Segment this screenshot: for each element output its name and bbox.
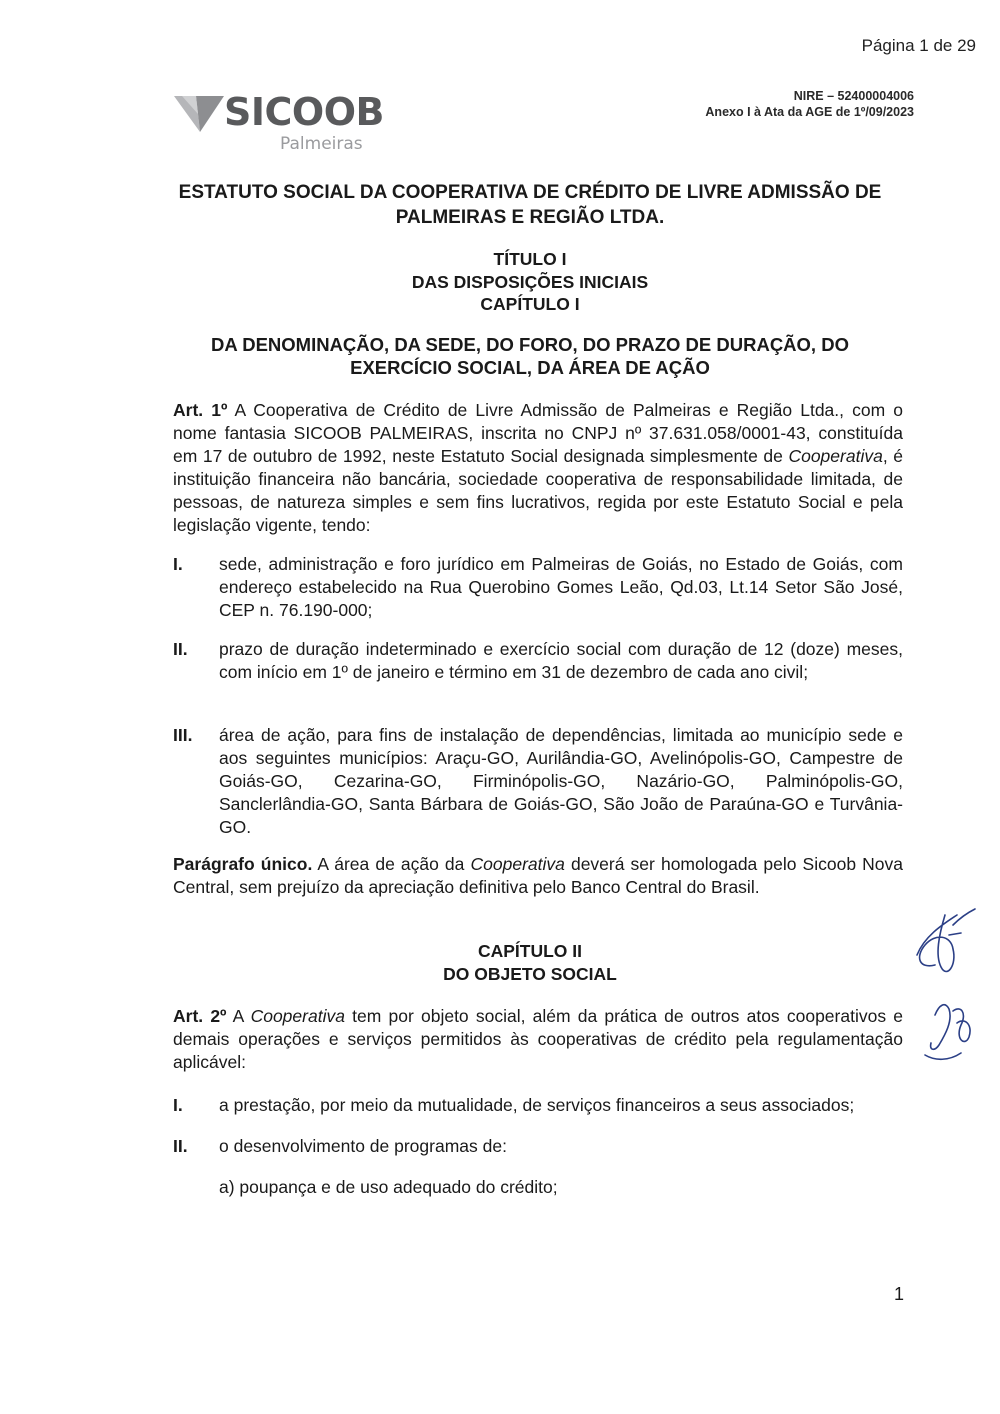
article-2-text-italic: Cooperativa [250,1006,345,1026]
item-text: área de ação, para fins de instalação de dependências, limitada ao município sede e aos seguintes municípios: Araçu-GO, Aurilândia-GO, Avelinópolis-GO, Campestre de Goiás-GO, Cezarina-GO, Firminópolis-GO, Nazário-GO, Palminópolis-GO, Sanclerlândia-GO, Santa Bárbara de Goiás-GO, São João de Paraúna-GO e Turvânia-GO. [219,725,903,837]
article-2-text-b: tem por objeto social, além da prática de outros atos cooperativos e demais operações e serviços permitidos às cooperativas de crédito pela regulamentação aplicável: [173,1006,904,1072]
registration-info [705,88,914,120]
article-2-label: Art. 2º [173,1006,227,1026]
titulo-name: DAS DISPOSIÇÕES INICIAIS [411,271,649,292]
titulo-label: TÍTULO I [493,249,567,269]
article-2-subitem-a: a) poupança e de uso adequado do crédito; [219,1177,558,1197]
article-1-label: Art. 1º [173,400,228,420]
capitulo-2-name: DO OBJETO SOCIAL [443,964,617,984]
item-marker: I. [173,1095,183,1115]
article-1-text-a: A Cooperativa de Crédito de Livre Admissão de Palmeiras e Região Ltda., com o nome fantasia SICOOB PALMEIRAS, inscrita no CNPJ nº 37.631.058/0001-43, constituída em 17 de outubro de 1992, neste Estatuto Social designada simplesmente de [173,400,903,466]
document-title [150,180,910,230]
nire-number: NIRE – 52400004006 [793,89,914,103]
article-1-text-italic: Cooperativa [788,446,883,466]
sicoob-logo [172,90,382,156]
annex-reference: Anexo I à Ata da AGE de 1º/09/2023 [705,105,914,119]
article-1 [173,399,903,537]
chapter-2-heading [150,940,910,986]
paragrafo-unico [173,853,903,899]
paragrafo-unico-text-b: deverá ser homologada pelo Sicoob Nova Central, sem prejuízo da apreciação definitiva pelo Banco Central do Brasil. [173,854,903,897]
item-text: a prestação, por meio da mutualidade, de serviços financeiros a seus associados; [219,1095,855,1115]
chapter-1-name-line-1: DA DENOMINAÇÃO, DA SEDE, DO FORO, DO PRAZO DE DURAÇÃO, DO [211,334,849,355]
paragrafo-unico-label: Parágrafo único. [173,854,313,874]
chapter-1-heading [150,333,910,379]
item-marker: II. [173,1136,188,1156]
article-2 [173,1005,903,1074]
document-title-line-1: ESTATUTO SOCIAL DA COOPERATIVA DE CRÉDITO DE LIVRE ADMISSÃO DE [178,182,882,203]
item-marker: I. [173,554,183,574]
document-title-line-2: PALMEIRAS E REGIÃO LTDA. [395,207,665,228]
sicoob-logo-mark-icon [172,92,226,136]
article-1-text-b: , é instituição financeira não bancária, sociedade cooperativa de responsabilidade limitada, de pessoas, de natureza simples e sem fins lucrativos, regida por este Estatuto Social e pela legislação vigente, tendo: [173,446,903,535]
capitulo-2-label: CAPÍTULO II [477,941,583,961]
logo-subtitle: Palmeiras [280,134,363,154]
item-marker: II. [173,639,188,659]
capitulo-1-label: CAPÍTULO I [480,294,580,314]
article-2-text-a: A [226,1006,251,1026]
page-counter: Página 1 de 29 [861,36,976,55]
item-text: o desenvolvimento de programas de: [219,1136,507,1156]
item-text: prazo de duração indeterminado e exercício social com duração de 12 (doze) meses, com início em 1º de janeiro e término em 31 de dezembro de cada ano civil; [219,639,903,682]
logo-brand: SICOOB [224,90,384,134]
item-marker: III. [173,725,193,745]
paragrafo-unico-text-italic: Cooperativa [470,854,565,874]
page-number: 1 [893,1284,904,1304]
signature-initials [895,905,985,1075]
paragrafo-unico-text-a: A área de ação da [312,854,471,874]
title-section-heading [150,248,910,316]
item-text: sede, administração e foro jurídico em Palmeiras de Goiás, no Estado de Goiás, com endereço estabelecido na Rua Querobino Gomes Leão, Qd.03, Lt.14 Setor São José, CEP n. 76.190-000; [219,554,903,620]
chapter-1-name-line-2: EXERCÍCIO SOCIAL, DA ÁREA DE AÇÃO [350,357,710,378]
